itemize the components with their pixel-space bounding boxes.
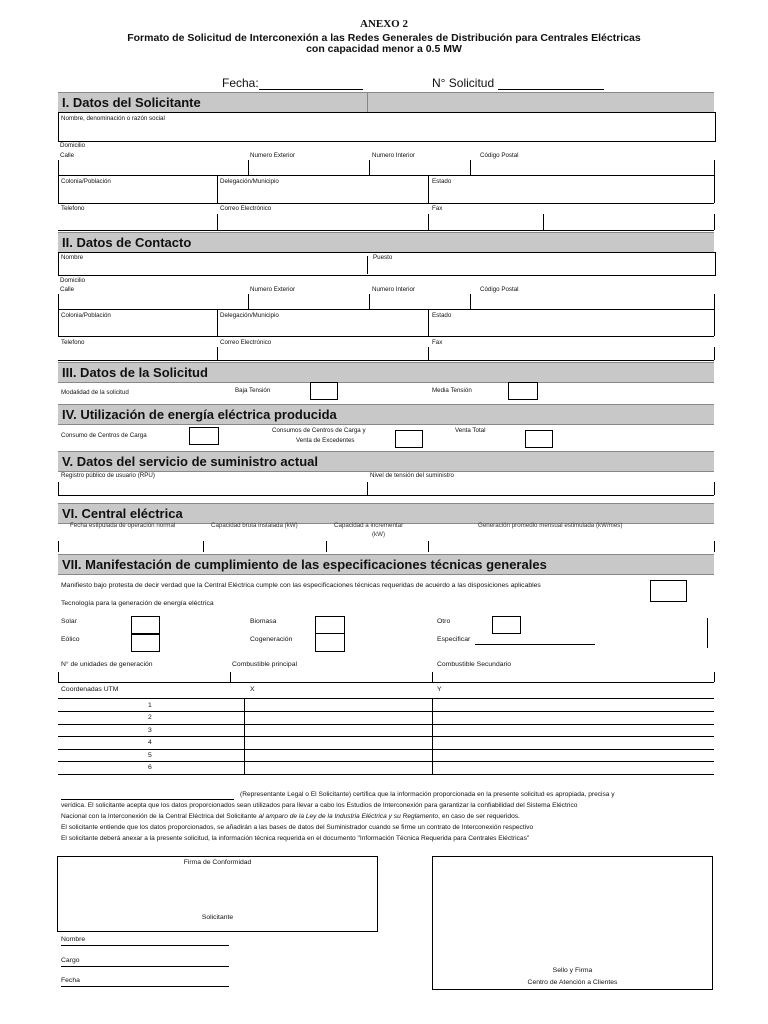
venta-total-checkbox[interactable] [525, 430, 553, 448]
contacto-correo-label: Correo Electrónico [220, 339, 272, 346]
contacto-colonia-label: Colonia/Población [61, 312, 111, 319]
contacto-num-int-label: Numero Interior [372, 286, 415, 293]
x-column-label: X [250, 686, 255, 693]
contacto-domicilio-label: Domicilio [60, 277, 86, 284]
rpu-label: Registro público de usuario (RPU) [61, 472, 155, 479]
otro-checkbox[interactable] [492, 616, 521, 634]
consumo-label: Consumo de Centros de Carga [61, 432, 147, 439]
certificacion-line4: El solicitante entiende que los datos proporcionados, se añadirán a las bases de datos del Suministrador cuando se firme un contrato de Interconexión respectivo [61, 824, 534, 831]
section-header-solicitante: I. Datos del Solicitante [58, 92, 714, 113]
solar-label: Solar [61, 618, 77, 625]
firma-cargo-label: Cargo [61, 957, 80, 964]
biomasa-checkbox[interactable] [315, 616, 345, 634]
table-row-number: 1 [148, 702, 152, 709]
firma-nombre-field[interactable] [61, 945, 229, 946]
section-header-manifestacion: VII. Manifestación de cumplimiento de las especificaciones técnicas generales [58, 554, 714, 575]
contacto-cp-label: Código Postal [480, 286, 519, 293]
fax-label: Fax [432, 205, 443, 212]
modalidad-label: Modalidad de la solicitud [61, 389, 129, 396]
annex-label: ANEXO 2 [360, 18, 408, 30]
telefono-label: Telefono [61, 205, 85, 212]
centro-atencion-label: Centro de Atención a Clientes [527, 979, 618, 986]
incrementar-label-2: (kW) [372, 531, 386, 538]
especificar-label: Especificar [437, 636, 471, 643]
consumo-checkbox[interactable] [189, 427, 219, 445]
delegacion-label: Delegación/Municipio [220, 178, 279, 185]
tecnologia-label: Tecnología para la generación de energía eléctrica [61, 600, 214, 607]
fecha-label: Fecha: [222, 76, 259, 90]
form-title-line1: Formato de Solicitud de Interconexión a las Redes Generales de Distribución para Centrales Eléctricas [127, 32, 641, 44]
correo-label: Correo Electrónico [220, 205, 272, 212]
table-row-number: 6 [148, 764, 152, 771]
table-row-number: 2 [148, 714, 152, 721]
baja-tension-label: Baja Tensión [235, 387, 271, 394]
colonia-label: Colonia/Población [61, 178, 111, 185]
solar-checkbox[interactable] [131, 616, 160, 634]
num-int-label: Numero Interior [372, 152, 415, 159]
solicitud-number-label: N° Solicitud [432, 76, 495, 90]
certificacion-line3: Nacional con la Interconexión de la Central Eléctrica del Solicitante al amparo de la Ley de la Industria Eléctrica y su Reglamento, en caso de ser requeridos. [61, 813, 520, 820]
solicitante-label: Solicitante [201, 914, 234, 921]
cogeneracion-label: Cogeneración [250, 636, 293, 643]
certificacion-line5: El solicitante deberá anexar a la presente solicitud, la información técnica requerida en el documento "Información Técnica Requerida para Centrales Eléctricas" [61, 835, 530, 842]
biomasa-label: Biomasa [250, 618, 277, 625]
venta-total-label: Venta Total [455, 427, 486, 434]
firma-cargo-field[interactable] [61, 966, 229, 967]
eolico-checkbox[interactable] [131, 634, 160, 652]
especificar-field[interactable] [475, 644, 595, 645]
contacto-calle-label: Calle [60, 286, 75, 293]
firma-conformidad-label: Firma de Conformidad [183, 859, 252, 866]
section-header-contacto: II. Datos de Contacto [58, 232, 714, 253]
sello-firma-label: Sello y Firma [552, 967, 593, 974]
generacion-label: Generación promedio mensual estimulada (kW/mes) [478, 522, 623, 529]
contacto-estado-label: Estado [432, 312, 452, 319]
otro-label: Otro [437, 618, 451, 625]
consumos-venta-label-2: Venta de Excedentes [296, 437, 355, 444]
solicitante-name-label: Nombre, denominación o razón social [61, 115, 165, 122]
contacto-delegacion-label: Delegación/Municipio [220, 312, 279, 319]
nivel-tension-label: Nivel de tensión del suministro [370, 472, 454, 479]
firma-fecha-label: Fecha [61, 977, 80, 984]
domicilio-label: Domicilio [60, 142, 86, 149]
contacto-name-label: Nombre [61, 254, 84, 261]
incrementar-label-1: Capacidad a incrementar [334, 522, 404, 529]
num-ext-label: Numero Exterior [250, 152, 296, 159]
puesto-label: Puesto [373, 254, 393, 261]
capacidad-label: Capacidad bruta instalada (kW) [211, 522, 298, 529]
section-header-solicitud: III. Datos de la Solicitud [58, 362, 714, 383]
form-title-line2: con capacidad menor a 0.5 MW [306, 43, 462, 55]
solicitud-number-field[interactable] [498, 77, 604, 90]
protesta-checkbox[interactable] [650, 580, 687, 602]
calle-label: Calle [60, 152, 75, 159]
table-row-number: 5 [148, 752, 152, 759]
contacto-fax-label: Fax [432, 339, 443, 346]
fecha-operacion-label: Fecha estipulada de operación normal [70, 522, 176, 529]
certificacion-line1: (Representante Legal o El Solicitante) certifica que la información proporcionada en la presente solicitud es apropiada, precisa y [240, 791, 615, 798]
contacto-telefono-label: Telefono [61, 339, 85, 346]
table-row-number: 3 [148, 727, 152, 734]
consumos-venta-checkbox[interactable] [395, 430, 423, 448]
unidades-label: N° de unidades de generación [61, 661, 153, 668]
cp-label: Código Postal [480, 152, 519, 159]
certificacion-line2: verídica. El solicitante acepta que los datos proporcionados sean utilizados para llevar a cabo los Estudios de Interconexión para garantizar la confiabilidad del Sistema Eléctrico [61, 802, 578, 809]
firma-fecha-field[interactable] [61, 986, 229, 987]
estado-label: Estado [432, 178, 452, 185]
baja-tension-checkbox[interactable] [310, 382, 338, 400]
contacto-num-ext-label: Numero Exterior [250, 286, 296, 293]
protesta-label: Manifiesto bajo protesta de decir verdad que la Central Eléctrica cumple con las especificaciones técnicas requeridas de acuerdo a las disposiciones aplicables [61, 582, 541, 589]
y-column-label: Y [437, 686, 442, 693]
coordinates-table [58, 698, 714, 775]
section-header-central: VI. Central eléctrica [58, 503, 714, 524]
fecha-field[interactable] [259, 77, 363, 90]
section-header-suministro: V. Datos del servicio de suministro actual [58, 451, 714, 472]
media-tension-checkbox[interactable] [508, 382, 538, 400]
consumos-venta-label-1: Consumos de Centros de Carga y [272, 427, 366, 434]
eolico-label: Eólico [61, 636, 80, 643]
table-row-number: 4 [148, 739, 152, 746]
combustible-principal-label: Combustible principal [232, 661, 297, 668]
media-tension-label: Media Tensión [432, 387, 472, 394]
cogeneracion-checkbox[interactable] [315, 633, 345, 652]
coordenadas-label: Coordenadas UTM [61, 686, 119, 693]
firma-nombre-label: Nombre [61, 936, 86, 943]
combustible-secundario-label: Combustible Secundario [437, 661, 512, 668]
section-header-utilizacion: IV. Utilización de energía eléctrica producida [58, 404, 714, 425]
